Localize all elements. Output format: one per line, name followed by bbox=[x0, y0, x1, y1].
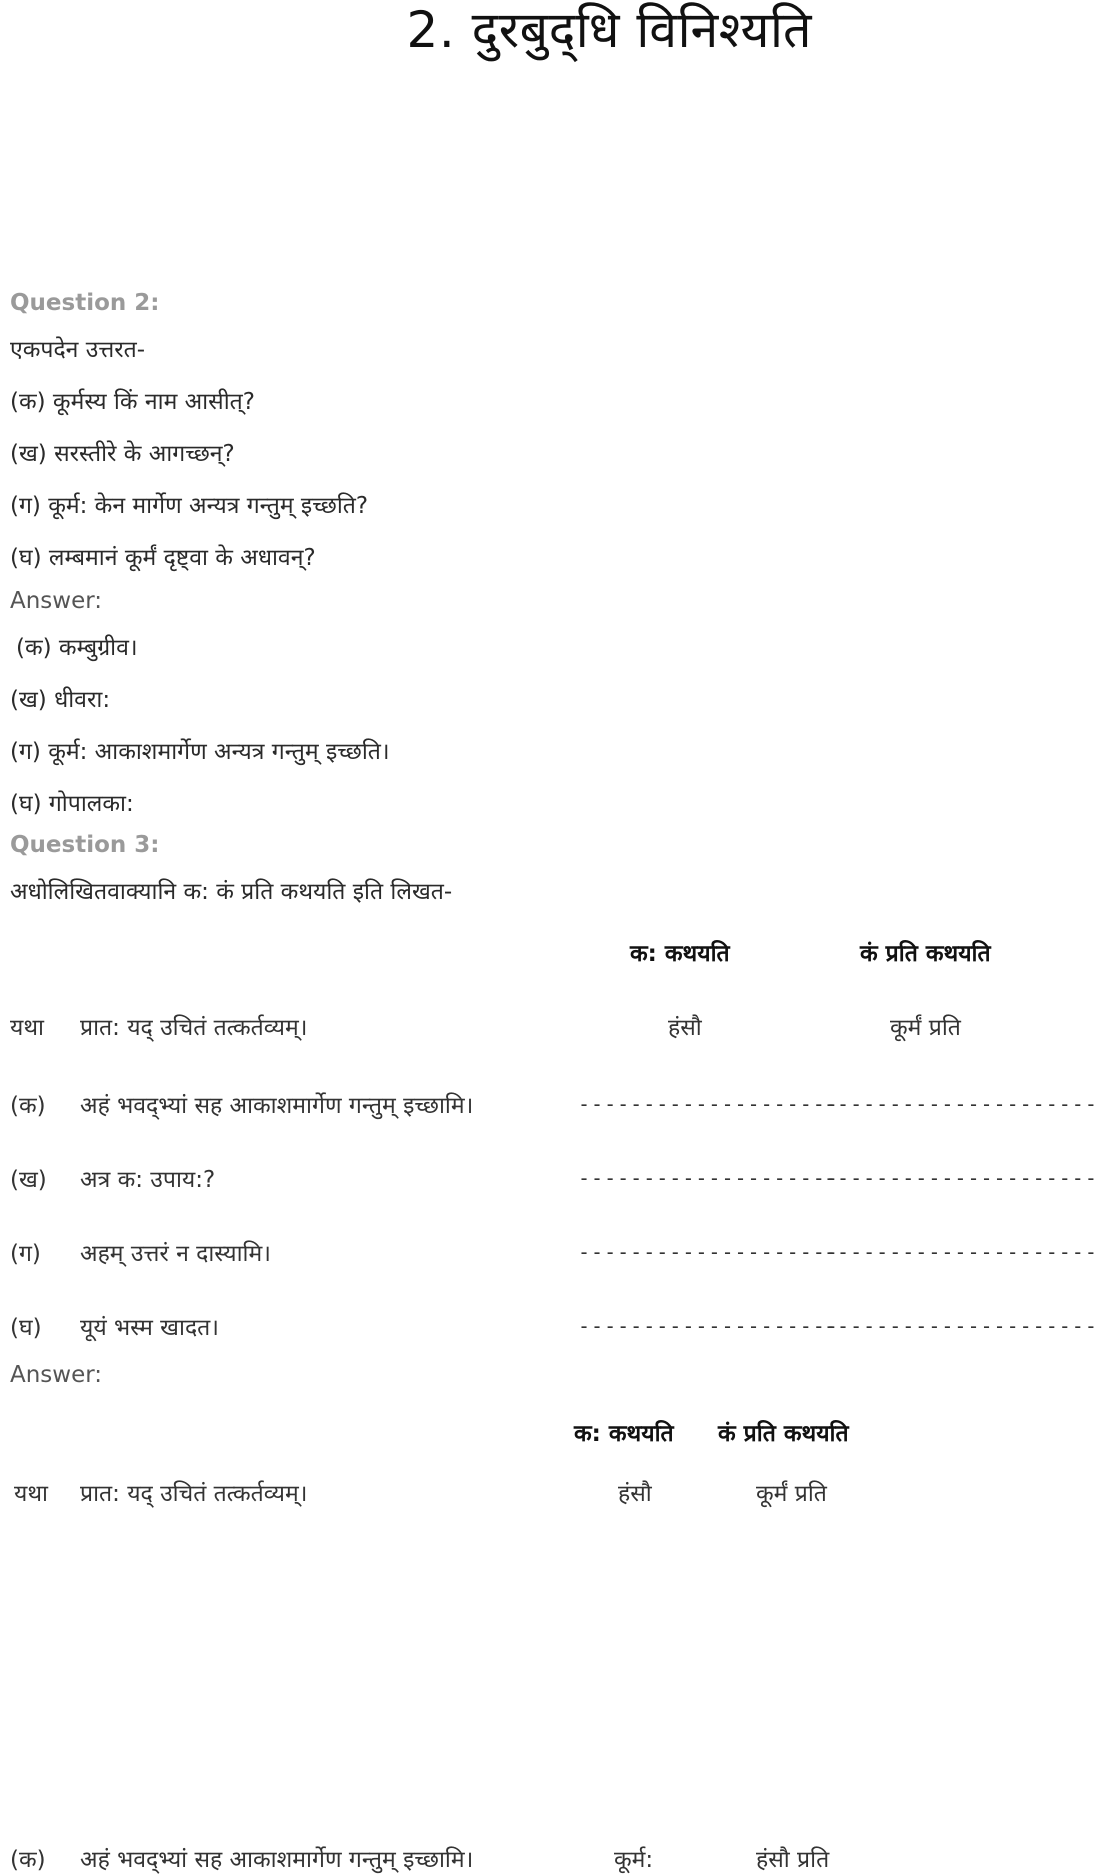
question-2-heading: Question 2: bbox=[10, 290, 160, 316]
row-label: (क) bbox=[10, 1093, 46, 1119]
question-2-answer: (क) कम्बुग्रीव। bbox=[16, 635, 138, 661]
column-header-addressee: कं प्रति कथयति bbox=[860, 941, 991, 967]
question-2-answer-label: Answer: bbox=[10, 588, 103, 614]
question-2-item: (ख) सरस्तीरे के आगच्छन्? bbox=[10, 441, 235, 467]
page-title: 2. दुरबुद्‌धि विनिश्यति bbox=[406, 1, 812, 59]
answer-column-header-addressee: कं प्रति कथयति bbox=[718, 1421, 849, 1447]
answer-row-sentence: अहं भवद्भ्यां सह आकाशमार्गेण गन्तुम् इच्छामि। bbox=[80, 1847, 474, 1873]
question-2-instruction: एकपदेन उत्तरत- bbox=[10, 337, 146, 363]
row-label: यथा bbox=[10, 1015, 44, 1041]
row-speaker-blank: -------------------- bbox=[578, 1092, 839, 1116]
row-sentence: यूयं भस्म खादत। bbox=[80, 1315, 219, 1341]
answer-column-header-speaker: क: कथयति bbox=[574, 1421, 674, 1447]
row-sentence: अत्र क: उपाय:? bbox=[80, 1167, 216, 1193]
question-2-answer: (ग) कूर्म: आकाशमार्गेण अन्यत्र गन्तुम् इच्छति। bbox=[10, 739, 390, 765]
row-label: (घ) bbox=[10, 1315, 42, 1341]
answer-row-addressee: कूर्मं प्रति bbox=[756, 1481, 827, 1507]
answer-row-label: (क) bbox=[10, 1847, 46, 1873]
question-3-answer-label: Answer: bbox=[10, 1362, 103, 1388]
row-label: (ग) bbox=[10, 1241, 41, 1267]
question-3-instruction: अधोलिखितवाक्यानि क: कं प्रति कथयति इति लिखत- bbox=[10, 879, 453, 905]
row-sentence: प्रात: यद् उचितं तत्कर्तव्यम्। bbox=[80, 1015, 308, 1041]
question-3-heading: Question 3: bbox=[10, 832, 160, 858]
answer-row-sentence: प्रात: यद् उचितं तत्कर्तव्यम्। bbox=[80, 1481, 308, 1507]
row-addressee-blank: --------------------- bbox=[824, 1166, 1098, 1190]
row-addressee-blank: --------------------- bbox=[824, 1092, 1098, 1116]
row-addressee-blank: --------------------- bbox=[824, 1240, 1098, 1264]
answer-row-label: यथा bbox=[14, 1481, 48, 1507]
question-2-item: (क) कूर्मस्य किं नाम आसीत्? bbox=[10, 389, 255, 415]
row-addressee: कूर्मं प्रति bbox=[890, 1015, 961, 1041]
question-2-answer: (ख) धीवरा: bbox=[10, 687, 111, 713]
question-2-answer: (घ) गोपालका: bbox=[10, 791, 134, 817]
row-addressee-blank: --------------------- bbox=[824, 1314, 1098, 1338]
row-speaker-blank: -------------------- bbox=[578, 1314, 839, 1338]
row-sentence: अहम् उत्तरं न दास्यामि। bbox=[80, 1241, 271, 1267]
row-speaker-blank: -------------------- bbox=[578, 1240, 839, 1264]
answer-row-speaker: हंसौ bbox=[618, 1481, 652, 1507]
row-speaker: हंसौ bbox=[668, 1015, 702, 1041]
column-header-speaker: क: कथयति bbox=[630, 941, 730, 967]
answer-row-addressee: हंसौ प्रति bbox=[756, 1847, 830, 1873]
answer-row-speaker: कूर्म: bbox=[614, 1847, 654, 1873]
question-2-item: (घ) लम्बमानं कूर्मं दृष्ट्वा के अधावन्? bbox=[10, 545, 316, 571]
question-2-item: (ग) कूर्म: केन मार्गेण अन्यत्र गन्तुम् इच्छति? bbox=[10, 493, 369, 519]
row-label: (ख) bbox=[10, 1167, 47, 1193]
row-sentence: अहं भवद्भ्यां सह आकाशमार्गेण गन्तुम् इच्छामि। bbox=[80, 1093, 474, 1119]
row-speaker-blank: -------------------- bbox=[578, 1166, 839, 1190]
